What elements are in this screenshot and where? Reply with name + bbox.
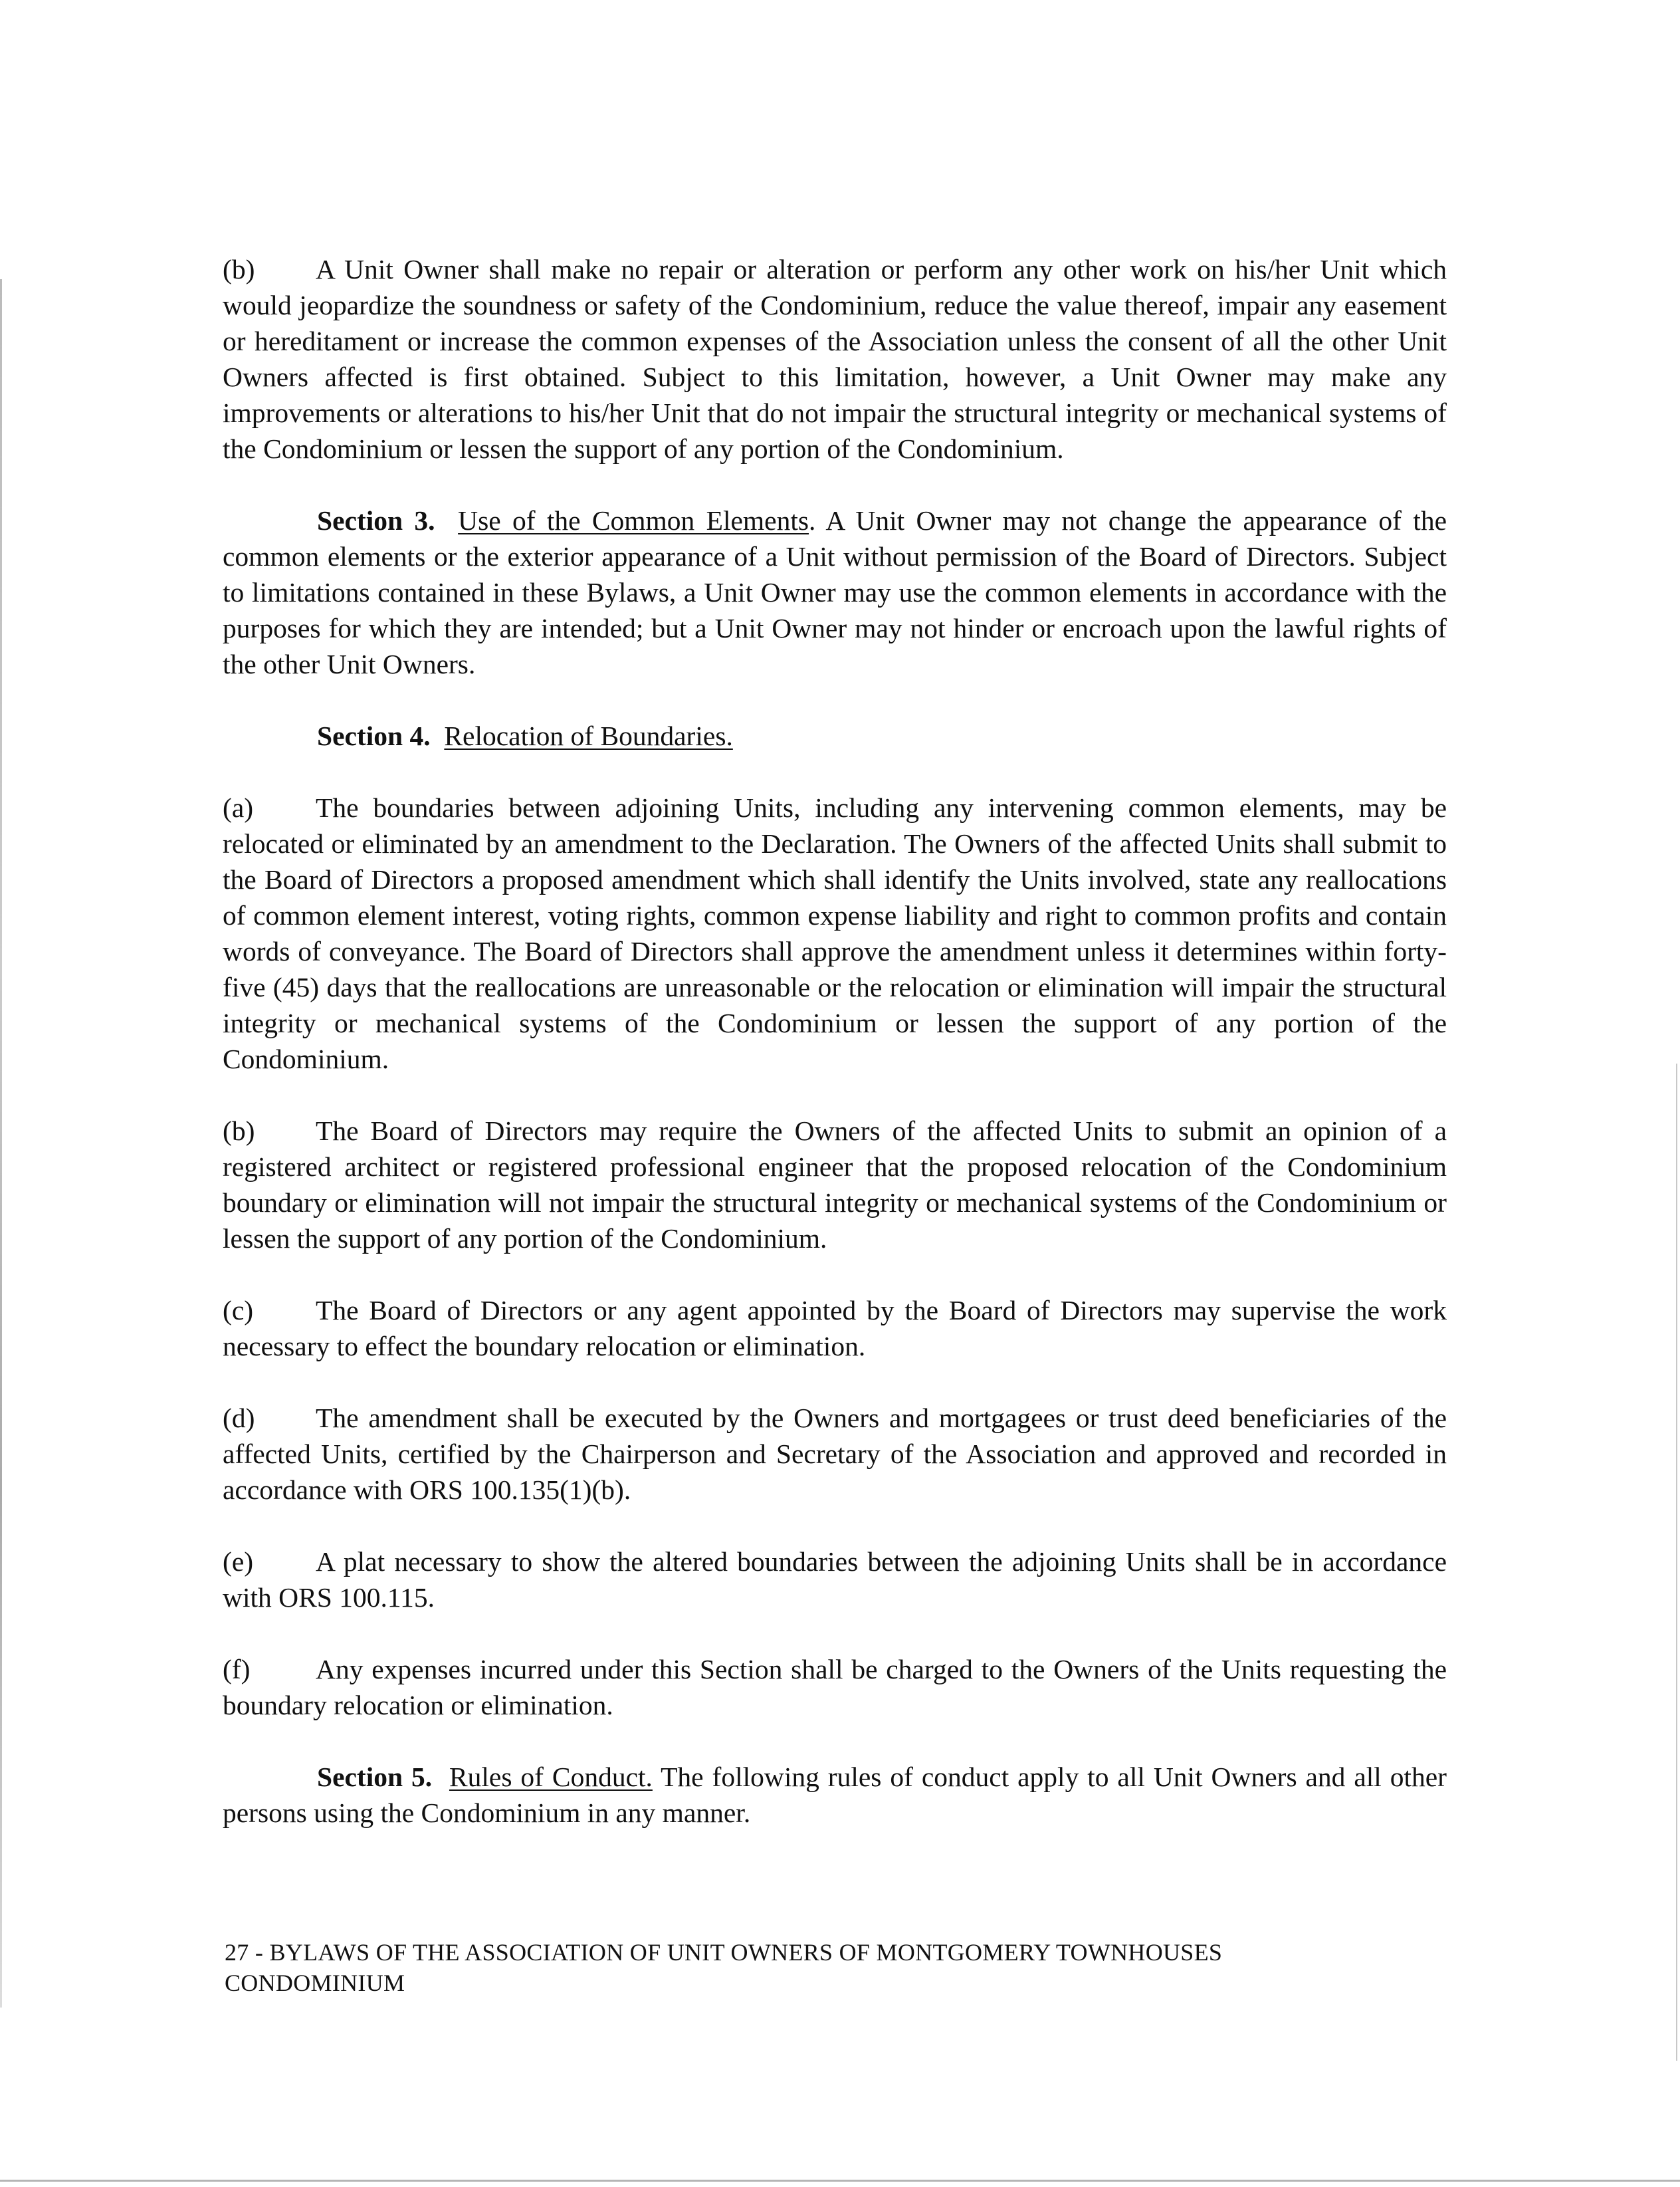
section-4-f	[223, 1651, 1447, 1723]
paragraph-text: The Board of Directors may require the Owners of the affected Units to submit an opinion of a registered architect or registered professional engineer that the proposed relocation of the Condominium boundary or elimination will not impair the structural integrity or mechanical systems of the Condominium or lessen the support of any portion of the Condominium.	[223, 1115, 1447, 1254]
paragraph-label: (f)	[223, 1654, 251, 1684]
paragraph-text: A Unit Owner shall make no repair or alteration or perform any other work on his/her Unit which would jeopardize the soundness or safety of the Condominium, reduce the value thereof, impair any easement or hereditament or increase the common expenses of the Association unless the consent of all the other Unit Owners affected is first obtained. Subject to this limitation, however, a Unit Owner may make any improvements or alterations to his/her Unit that do not impair the structural integrity or mechanical systems of the Condominium or lessen the support of any portion of the Condominium.	[223, 254, 1447, 464]
page-footer	[225, 1937, 1421, 1998]
section-number: Section 3.	[317, 505, 435, 536]
section-number: Section 4.	[317, 721, 431, 751]
section-5	[223, 1759, 1447, 1831]
paragraph-b-unit-work	[223, 251, 1447, 467]
section-4-c	[223, 1292, 1447, 1364]
section-number: Section 5.	[317, 1762, 433, 1792]
section-4	[223, 718, 1447, 754]
section-4-b	[223, 1113, 1447, 1256]
paragraph-label: (b)	[223, 1115, 255, 1146]
section-4-d	[223, 1400, 1447, 1508]
section-heading: Rules of Conduct.	[449, 1762, 653, 1792]
scan-edge-left	[0, 279, 2, 2008]
paragraph-text: A plat necessary to show the altered boundaries between the adjoining Units shall be in accordance with ORS 100.115.	[223, 1546, 1447, 1613]
scan-edge-bottom	[0, 2180, 1680, 2182]
paragraph-text: The amendment shall be executed by the Owners and mortgagees or trust deed beneficiaries of the affected Units, certified by the Chairperson and Secretary of the Association and approved and recorded in accordance with ORS 100.135(1)(b).	[223, 1403, 1447, 1505]
paragraph-label: (c)	[223, 1295, 254, 1325]
section-4-a	[223, 790, 1447, 1077]
document-body	[223, 251, 1447, 1867]
paragraph-label: (e)	[223, 1546, 254, 1577]
paragraph-label: (d)	[223, 1403, 255, 1433]
paragraph-text: The Board of Directors or any agent appointed by the Board of Directors may supervise the work necessary to effect the boundary relocation or elimination.	[223, 1295, 1447, 1361]
section-heading: Relocation of Boundaries.	[444, 721, 733, 751]
paragraph-text: Any expenses incurred under this Section shall be charged to the Owners of the Units requesting the boundary relocation or elimination.	[223, 1654, 1447, 1720]
scan-edge-right	[1676, 1064, 1677, 2061]
section-text: . A Unit Owner may not change the appearance of the common elements or the exterior appearance of a Unit without permission of the Board of Directors. Subject to limitations contained in these Bylaws, a Unit Owner may use the common elements in accordance with the purposes for which they are intended; but a Unit Owner may not hinder or encroach upon the lawful rights of the other Unit Owners.	[223, 505, 1447, 679]
section-4-e	[223, 1544, 1447, 1615]
section-text: The following rules of conduct apply to all Unit Owners and all other persons using the Condominium in any manner.	[223, 1762, 1447, 1828]
paragraph-label: (b)	[223, 254, 255, 285]
footer-line-2: CONDOMINIUM	[225, 1970, 405, 1996]
paragraph-text: The boundaries between adjoining Units, including any intervening common elements, may be relocated or eliminated by an amendment to the Declaration. The Owners of the affected Units shall submit to the Board of Directors a proposed amendment which shall identify the Units involved, state any reallocations of common element interest, voting rights, common expense liability and right to common profits and contain words of conveyance. The Board of Directors shall approve the amendment unless it determines within forty-five (45) days that the reallocations are unreasonable or the relocation or elimination will impair the structural integrity or mechanical systems of the Condominium or lessen the support of any portion of the Condominium.	[223, 792, 1447, 1074]
footer-line-1: 27 - BYLAWS OF THE ASSOCIATION OF UNIT OWNERS OF MONTGOMERY TOWNHOUSES	[225, 1939, 1223, 1966]
paragraph-label: (a)	[223, 792, 254, 823]
section-heading: Use of the Common Elements	[458, 505, 809, 536]
section-3	[223, 503, 1447, 682]
